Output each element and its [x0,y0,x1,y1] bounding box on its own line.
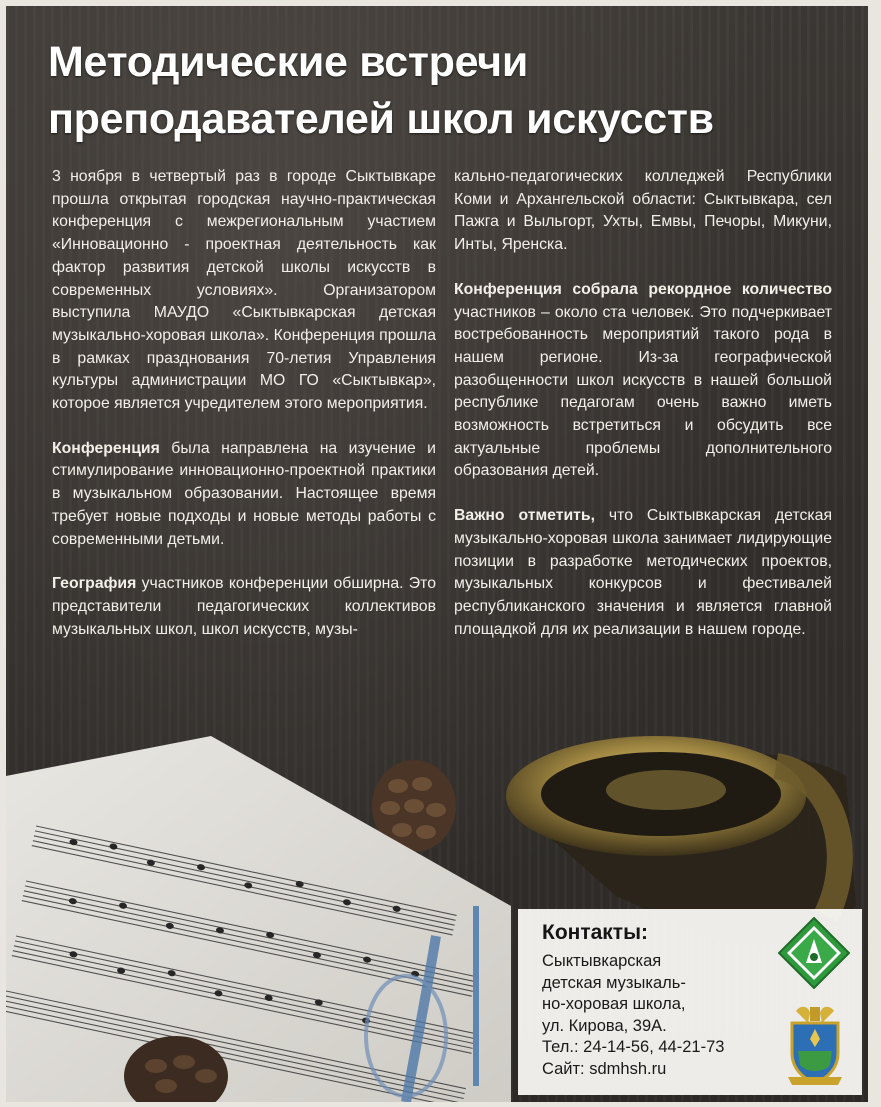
contacts-address: ул. Кирова, 39А. [542,1016,667,1035]
school-crest-icon [780,1003,850,1087]
contacts-line: детская музыкаль- [542,973,686,992]
paragraph-body: участников конференции обширна. Это представители педагогических коллективов музыкальных школ, школ искусств, музы- [52,575,436,638]
contacts-phone: Тел.: 24-14-56, 44-21-73 [542,1038,725,1056]
paragraph [454,279,832,483]
paragraph: 3 ноября в четвертый раз в городе Сыктывкаре прошла открытая городская научно-практическая конференция с межрегиональным участием «Инновационно - проектная деятельность как фактор развития детской школы искусств в современных условиях». Организатором выступила МАУДО «Сыктывкарская детская музыкально-хоровая школа». Конференция прошла в рамках празднования 70-летия Управления культуры администрации МО ГО «Сыктывкар», которое является учредителем этого мероприятия. [52,168,436,413]
contacts-line: Сыктывкарская [542,952,662,970]
contacts-title: Контакты: [542,921,649,944]
paragraph-lead: Конференция собрала рекордное количество [454,280,832,298]
newspaper-page [6,6,868,1102]
article-left-column [52,166,436,663]
contacts-website: Сайт: sdmhsh.ru [542,1059,667,1078]
contacts-details [542,951,792,1080]
article-right-column [454,166,832,663]
paragraph [454,505,832,641]
contacts-line: но-хоровая школа, [542,995,686,1013]
paragraph-body: что Сыктывкарская детская музыкально-хоровая школа занимает лидирующие позиции в разработке методических проектов, музыкальных конкурсов и фестивалей республиканского значения и является главной площадкой для их реализации в нашем городе. [454,507,832,638]
green-diamond-logo-icon [778,917,850,989]
paragraph-lead: Конференция [52,439,160,457]
contacts-box [518,909,862,1095]
paragraph: кально-педагогических колледжей Республики Коми и Архангельской области: Сыктывкара, сел Пажга и Выльгорт, Ухты, Емвы, Печоры, Микуни, Инты, Яренска. [454,168,832,254]
paragraph-lead: Важно отметить, [454,507,596,525]
paragraph-body: была направлена на изучение и стимулирование инновационно-проектной практики в музыкальном образовании. Настоящее время требует новые подходы и новые методы работы с современными детьми. [52,439,436,548]
article-title: Методические встречи преподавателей школ искусств [48,38,714,143]
paragraph [52,438,436,552]
paragraph-lead: География [52,575,137,593]
paragraph [52,573,436,641]
paragraph-body: участников – около ста человек. Это подчеркивает востребованность мероприятий такого рода в нашем регионе. Из-за географической разобщенности школ искусств в нашей большой республике педагогам очень важно иметь возможность встретиться и обсудить все актуальные проблемы дополнительного образования детей. [454,303,832,480]
